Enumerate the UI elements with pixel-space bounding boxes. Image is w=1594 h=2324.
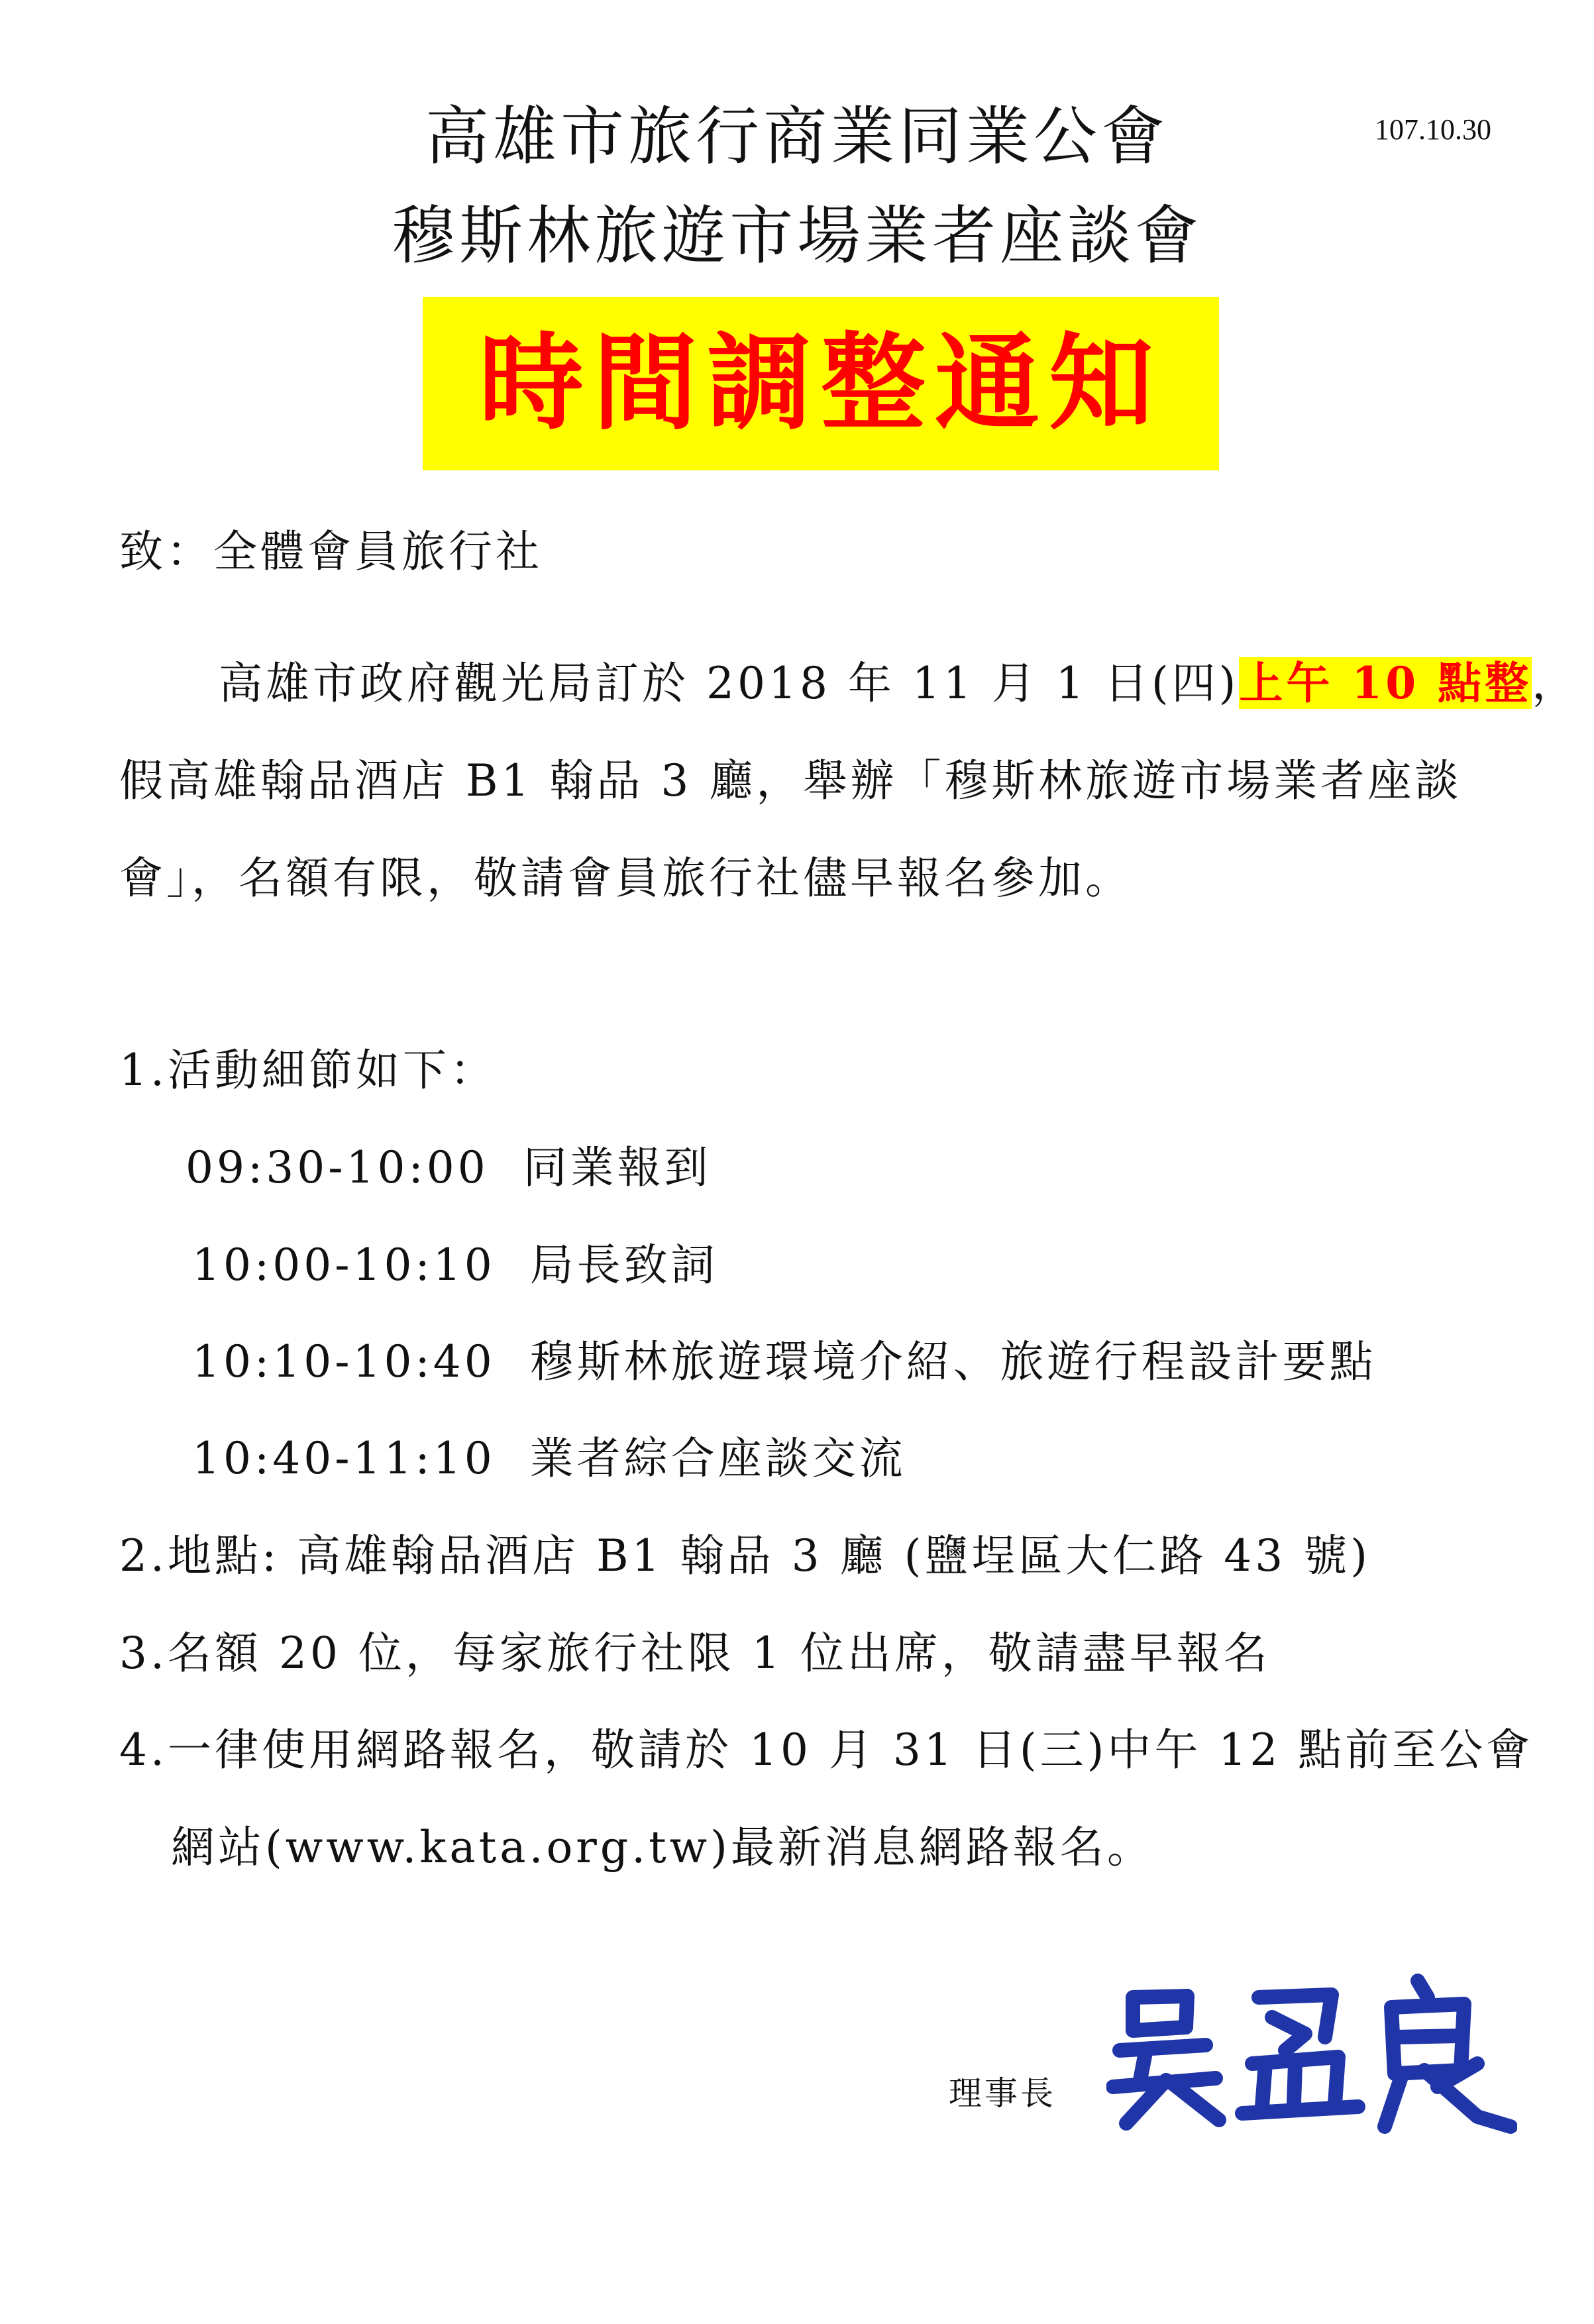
schedule-row <box>192 1240 718 1291</box>
details-heading: 1.活動細節如下： <box>119 1045 497 1096</box>
paragraph-line-1 <box>219 657 1579 709</box>
location-line: 2.地點: 高雄翰品酒店 B1 翰品 3 廳 (鹽埕區大仁路 43 號) <box>119 1530 1371 1581</box>
schedule-item: 同業報到 <box>523 1142 712 1193</box>
schedule-row <box>186 1142 712 1193</box>
paragraph-line-2: 假高雄翰品酒店 B1 翰品 3 廳，舉辦「穆斯林旅遊市場業者座談 <box>119 755 1462 806</box>
org-title: 高雄市旅行商業同業公會 <box>425 99 1169 174</box>
schedule-row <box>192 1336 1377 1387</box>
highlighted-time: 上午 10 點整 <box>1239 657 1532 709</box>
schedule-time: 10:40-11:10 <box>192 1433 496 1484</box>
signature-label: 理事長 <box>949 2074 1056 2113</box>
event-title: 穆斯林旅遊市場業者座談會 <box>392 199 1202 273</box>
paragraph-line-3: 會」，名額有限，敬請會員旅行社儘早報名參加。 <box>119 853 1132 904</box>
schedule-item: 業者綜合座談交流 <box>529 1433 906 1484</box>
schedule-time: 10:00-10:10 <box>192 1240 496 1291</box>
paragraph-punctuation: ， <box>1532 658 1579 709</box>
schedule-time: 09:30-10:00 <box>186 1142 489 1193</box>
handwritten-signature <box>1106 1971 1517 2137</box>
register-line-2: 網站(www.kata.org.tw)最新消息網路報名。 <box>171 1822 1154 1873</box>
schedule-time: 10:10-10:40 <box>192 1336 496 1387</box>
schedule-item: 穆斯林旅遊環境介紹、旅遊行程設計要點 <box>529 1336 1377 1387</box>
quota-line: 3.名額 20 位，每家旅行社限 1 位出席，敬請盡早報名 <box>119 1628 1271 1679</box>
register-line-1: 4.一律使用網路報名，敬請於 10 月 31 日(三)中午 12 點前至公會 <box>119 1724 1534 1775</box>
banner-text: 時間調整通知 <box>479 322 1163 445</box>
schedule-row <box>192 1433 906 1484</box>
notice-date: 107.10.30 <box>1375 113 1491 146</box>
notice-banner <box>423 297 1219 470</box>
schedule-item: 局長致詞 <box>529 1240 718 1291</box>
paragraph-text: 高雄市政府觀光局訂於 2018 年 11 月 1 日(四) <box>219 658 1240 709</box>
recipient-line: 致：全體會員旅行社 <box>119 526 543 577</box>
